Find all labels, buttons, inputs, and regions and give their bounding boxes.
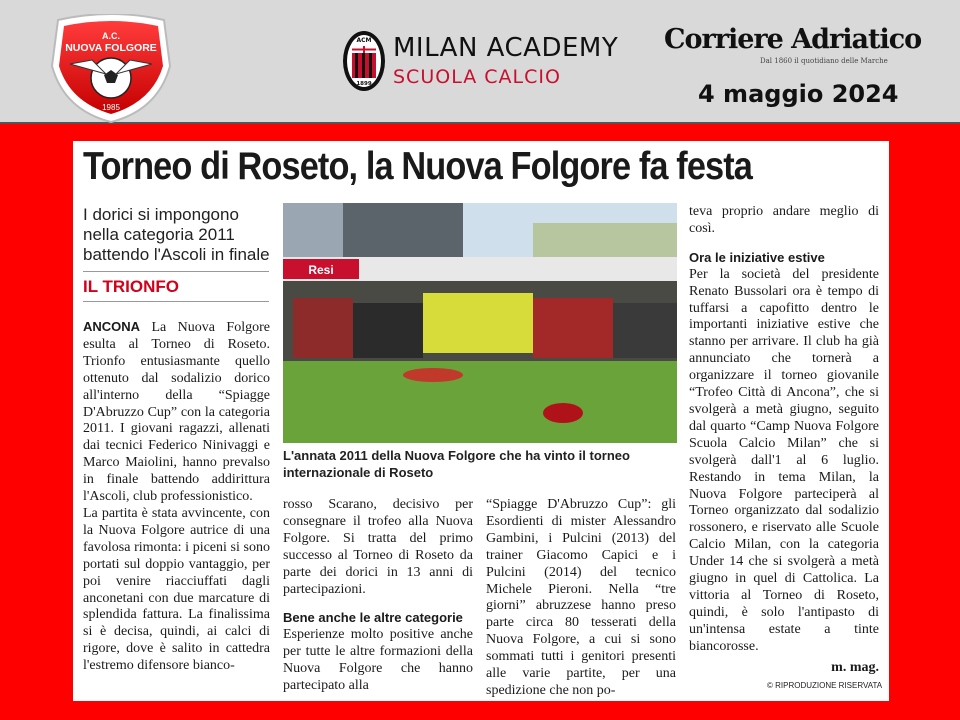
article-subhead: I dorici si impongono nella categoria 2011 battendo l'Ascoli in finale	[83, 205, 270, 264]
article-headline: Torneo di Roseto, la Nuova Folgore fa festa	[83, 145, 752, 188]
article-date: 4 maggio 2024	[698, 80, 899, 108]
article-kicker: IL TRIONFO	[83, 277, 180, 296]
milan-badge-year: 1899	[356, 81, 372, 87]
article-column-2b	[486, 497, 676, 700]
article-column-1	[83, 319, 270, 675]
divider	[83, 271, 269, 272]
section-heading: Bene anche le altre categorie	[283, 610, 463, 626]
paragraph: “Spiagge D'Abruzzo Cup”: gli Esordienti di mister Alessandro Gambini, i Pulcini (2013) del trainer Giacomo Capici e i Pulcini (2014) del tecnico Michele Pieroni. Nella “tre giorni” abruzzese hanno preso parte circa 80 tesserati della Nuova Folgore, a cui si sono sommati tutti i genitori presenti alle varie partite, per una spedizione che non po-	[486, 497, 676, 698]
milan-badge-text: ACM	[356, 37, 372, 44]
scuola-calcio-subtitle: SCUOLA CALCIO	[393, 66, 561, 88]
photo-caption: L'annata 2011 della Nuova Folgore che ha vinto il torneo internazionale di Roseto	[283, 448, 630, 480]
divider	[83, 301, 269, 302]
article-column-2a	[283, 497, 473, 695]
copyright-notice: © RIPRODUZIONE RISERVATA	[767, 681, 883, 690]
photo-banner-text: Resi	[308, 263, 334, 277]
author-signature: m. mag.	[831, 659, 879, 675]
paragraph: Esperienze molto positive anche per tutte le altre formazioni della Nuova Folgore che hanno partecipato alla	[283, 627, 473, 694]
milan-badge-icon	[342, 30, 386, 92]
newspaper-tagline: Dal 1860 il quotidiano delle Marche	[760, 57, 888, 65]
paragraph: teva proprio andare meglio di così.	[689, 204, 879, 236]
paragraph: La Nuova Folgore esulta al Torneo di Roseto. Trionfo entusiasmante quello ottenuto dal sodalizio dorico all'interno della “Spiagge D'Abruzzo Cup” con la categoria 2011. I giovani ragazzi, allenati dai tecnici Federico Ninivaggi e Marco Maiolini, hanno prevalso in finale battendo addirittura l'Ascoli, club professionistico.	[83, 320, 270, 505]
newspaper-clipping	[73, 141, 889, 701]
paragraph: Per la società del presidente Renato Bussolari ora è tempo di tuffarsi a capofitto dentro le importanti iniziative estive che stanno per arrivare. Il club ha già annunciato che tornerà a organizzare il torneo giovanile “Trofeo Città di Ancona”, che si svolgerà a metà giugno, seguito dal quarto “Camp Nuova Folgore Scuola Calcio Milan” che si svolgerà dall'1 al 6 luglio. Restando in tema Milan, la Nuova Folgore parteciperà al Torneo organizzato dal sodalizio rossonero, e riservato alle Scuole Calcio Milan, con la categoria Under 14 che si svolgerà a metà giugno in quel di Cattolica. La vittoria al Torneo di Roseto, quindi, è solo l'antipasto di un'intensa estate a tinte biancorosse.	[689, 266, 879, 654]
paragraph: rosso Scarano, decisivo per consegnare il trofeo alla Nuova Folgore. Si tratta del primo successo al Torneo di Roseto da parte dei dorici in 13 anni di partecipazioni.	[283, 497, 473, 597]
article-column-3	[689, 204, 879, 676]
logo-year: 1985	[102, 103, 120, 112]
logo-club-name: NUOVA FOLGORE	[65, 42, 157, 54]
milan-academy-title: MILAN ACADEMY	[393, 33, 619, 63]
paragraph: La partita è stata avvincente, con la Nuova Folgore autrice di una favolosa rimonta: i piceni si sono portati sul doppio vantaggio, per poi venire riacciuffati dagli anconetani con due marcature di splendida fattura. La finalissima si è decisa, quindi, ai calci di rigore, dove è salito in cattedra l'estremo difensore bianco-	[83, 505, 270, 674]
dateline: ANCONA	[83, 319, 141, 334]
nuova-folgore-logo	[48, 14, 174, 124]
logo-top-text: A.C.	[102, 31, 120, 41]
team-photo	[283, 203, 677, 443]
section-heading: Ora le iniziative estive	[689, 249, 825, 265]
newspaper-masthead: Corriere Adriatico	[664, 24, 922, 55]
header-bar	[0, 0, 960, 124]
